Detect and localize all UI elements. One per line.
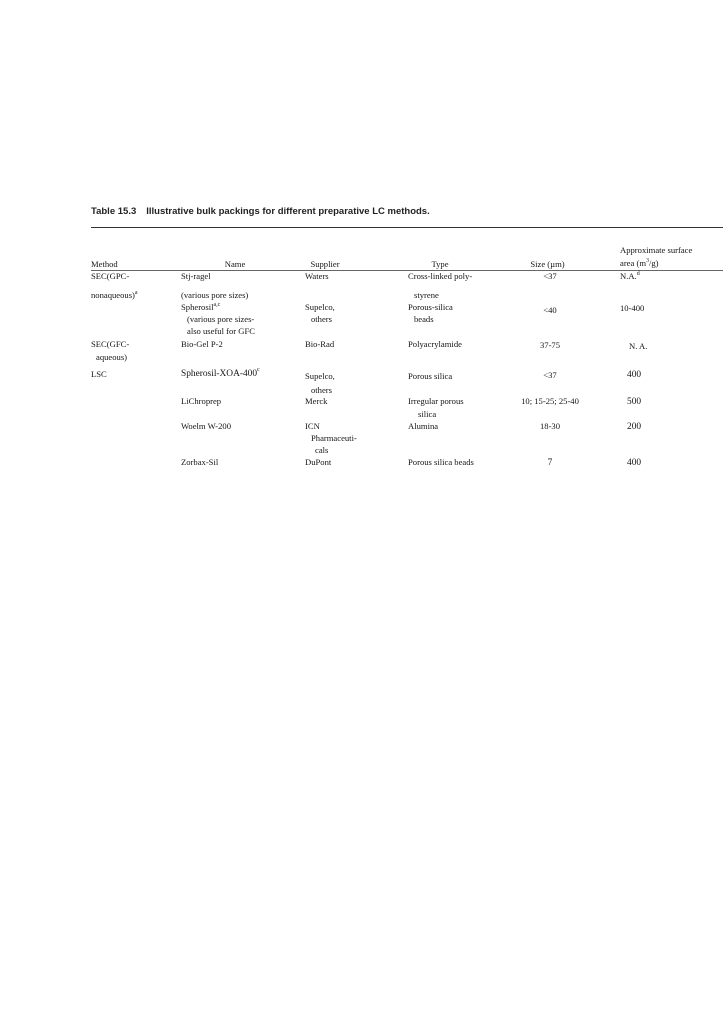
cell-supplier: Supelco, xyxy=(305,302,335,312)
cell-type: styrene xyxy=(414,290,439,300)
cell-size: 10; 15-25; 25-40 xyxy=(521,396,579,406)
cell-supplier: DuPont xyxy=(305,457,332,467)
cell-type: Cross-linked poly- xyxy=(408,271,473,281)
cell-supplier: Merck xyxy=(305,396,328,406)
cell-method: SEC(GFC- xyxy=(91,339,130,349)
cell-name: also useful for GFC xyxy=(187,326,256,336)
cell-name: LiChroprep xyxy=(181,396,222,406)
cell-size: <37 xyxy=(543,370,557,380)
cell-method: nonaqueous)$^a$ xyxy=(91,289,138,300)
cell-area: N.A.$^d$ xyxy=(620,270,640,281)
cell-type: Porous silica xyxy=(408,371,453,381)
cell-supplier: others xyxy=(311,385,333,395)
cell-area: 500 xyxy=(627,397,642,407)
cell-type: Polyacrylamide xyxy=(408,339,462,349)
cell-name: (various pore sizes- xyxy=(187,314,255,324)
table-caption-text: Illustrative bulk packings for different preparative LC methods. xyxy=(146,206,430,217)
cell-supplier: Supelco, xyxy=(305,371,335,381)
header-method: Method xyxy=(91,259,118,269)
cell-name: Spherosil-XOA-400$^c$ xyxy=(181,367,260,379)
cell-area: N. A. xyxy=(629,341,648,351)
cell-area: 400 xyxy=(627,370,642,380)
cell-supplier: cals xyxy=(315,445,329,455)
cell-supplier: Pharmaceuti- xyxy=(311,433,357,443)
cell-area: 10-400 xyxy=(620,303,645,313)
cell-type: Porous silica beads xyxy=(408,457,474,467)
header-supplier: Supplier xyxy=(310,259,340,269)
cell-size: 37-75 xyxy=(539,340,561,350)
cell-area: 400 xyxy=(627,458,642,468)
table-top-rule xyxy=(91,227,723,228)
table-caption-label: Table 15.3 xyxy=(91,206,137,217)
header-size: Size (µm) xyxy=(530,259,565,269)
header-area-line2: area $(m^3/g)$ xyxy=(620,257,659,268)
cell-type: beads xyxy=(414,314,434,324)
cell-method: SEC(GPC- xyxy=(91,271,130,281)
cell-size: <37 xyxy=(543,271,557,281)
cell-method: LSC xyxy=(91,369,107,379)
cell-name: Zorbax-Sil xyxy=(181,457,219,467)
table-caption xyxy=(91,206,430,217)
header-name: Name xyxy=(224,259,246,269)
cell-size: 18-30 xyxy=(539,421,561,431)
cell-supplier: ICN xyxy=(305,421,320,431)
header-area-line1: Approximate surface xyxy=(620,245,693,255)
cell-method: aqueous) xyxy=(96,352,128,362)
cell-type: silica xyxy=(418,409,437,419)
cell-type: Alumina xyxy=(408,421,439,431)
cell-size: 7 xyxy=(547,458,553,468)
cell-name: Bio-Gel P-2 xyxy=(181,339,223,349)
cell-name: Stj-ragel xyxy=(181,271,211,281)
cell-size: <40 xyxy=(543,305,557,315)
header-type: Type xyxy=(431,259,449,269)
cell-type: Porous-silica xyxy=(408,302,453,312)
cell-supplier: others xyxy=(311,314,333,324)
cell-name: (various pore sizes) xyxy=(181,290,249,300)
cell-supplier: Bio-Rad xyxy=(305,339,335,349)
cell-area: 200 xyxy=(627,422,642,432)
cell-supplier: Waters xyxy=(305,271,329,281)
cell-name: Spherosil$^{a,c}$ xyxy=(181,301,221,312)
cell-name: Woelm W-200 xyxy=(181,421,231,431)
cell-type: Irregular porous xyxy=(408,396,464,406)
